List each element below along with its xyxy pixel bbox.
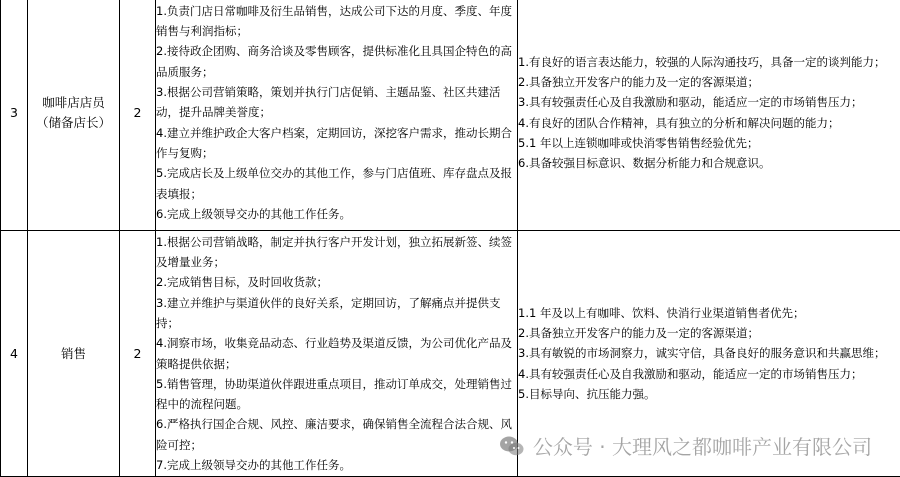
table-row (1, 231, 900, 477)
duty-item: 7.完成上级领导交办的其他工作任务。 (156, 455, 517, 475)
headcount: 2 (120, 0, 156, 231)
duty-item: 4.建立并维护政企大客户档案，定期回访，深挖客户需求，推动长期合作与复购； (156, 123, 517, 164)
duty-item: 6.完成上级领导交办的其他工作任务。 (156, 204, 517, 224)
job-duties (156, 231, 518, 477)
job-requirements (518, 231, 900, 477)
duty-item: 4.洞察市场，收集竞品动态、行业趋势及渠道反馈，为公司优化产品及策略提供依据； (156, 333, 517, 374)
job-duties (156, 0, 518, 231)
requirement-item: 4.有良好的团队合作精神，具有独立的分析和解决问题的能力； (518, 113, 900, 133)
duty-item: 6.严格执行国企合规、风控、廉洁要求，确保销售全流程合法合规、风险可控； (156, 414, 517, 455)
table-row (1, 0, 900, 231)
job-requirements (518, 0, 900, 231)
position-title (28, 0, 120, 231)
duty-item: 3.建立并维护与渠道伙伴的良好关系，定期回访，了解痛点并提供支持； (156, 293, 517, 334)
requirement-item: 3.具有较强责任心及自我激励和驱动，能适应一定的市场销售压力； (518, 92, 900, 112)
position-title-line: （储备店长） (28, 113, 119, 133)
position-title-line: 销售 (28, 344, 119, 364)
duty-item: 2.完成销售目标，及时回收货款； (156, 272, 517, 292)
row-number: 3 (1, 0, 28, 231)
watermark-text: 公众号 · 大理风之都咖啡产业有限公司 (533, 431, 872, 460)
duty-item: 1.根据公司营销战略，制定并执行客户开发计划，独立拓展新签、续签及增量业务； (156, 232, 517, 273)
duty-item: 3.根据公司营销策略，策划并执行门店促销、主题品鉴、社区共建活动，提升品牌美誉度； (156, 82, 517, 123)
requirement-item: 4.具有较强责任心及自我激励和驱动，能适应一定的市场销售压力； (518, 364, 900, 384)
duty-item: 5.销售管理，协助渠道伙伴跟进重点项目，推动订单成交，处理销售过程中的流程问题。 (156, 374, 517, 415)
row-number: 4 (1, 231, 28, 477)
requirement-item: 5.1 年以上连锁咖啡或快消零售销售经验优先； (518, 133, 900, 153)
duty-item: 5.完成店长及上级单位交办的其他工作，参与门店值班、库存盘点及报表填报； (156, 163, 517, 204)
requirement-item: 2.具备独立开发客户的能力及一定的客源渠道； (518, 323, 900, 343)
position-title-line: 咖啡店店员 (28, 93, 119, 113)
duty-item: 1.负责门店日常咖啡及衍生品销售，达成公司下达的月度、季度、年度销售与利润指标； (156, 1, 517, 42)
duty-item: 2.接待政企团购、商务洽谈及零售顾客，提供标准化且具国企特色的高品质服务； (156, 41, 517, 82)
requirement-item: 3.具有敏锐的市场洞察力，诚实守信，具备良好的服务意识和共赢思维； (518, 343, 900, 363)
requirement-item: 6.具备较强目标意识、数据分析能力和合规意识。 (518, 153, 900, 173)
requirement-item: 1.有良好的语言表达能力，较强的人际沟通技巧，具备一定的谈判能力； (518, 52, 900, 72)
requirement-item: 1.1 年及以上有咖啡、饮料、快消行业渠道销售者优先； (518, 303, 900, 323)
requirement-item: 2.具备独立开发客户的能力及一定的客源渠道； (518, 72, 900, 92)
position-title (28, 231, 120, 477)
headcount: 2 (120, 231, 156, 477)
requirement-item: 5.目标导向、抗压能力强。 (518, 384, 900, 404)
